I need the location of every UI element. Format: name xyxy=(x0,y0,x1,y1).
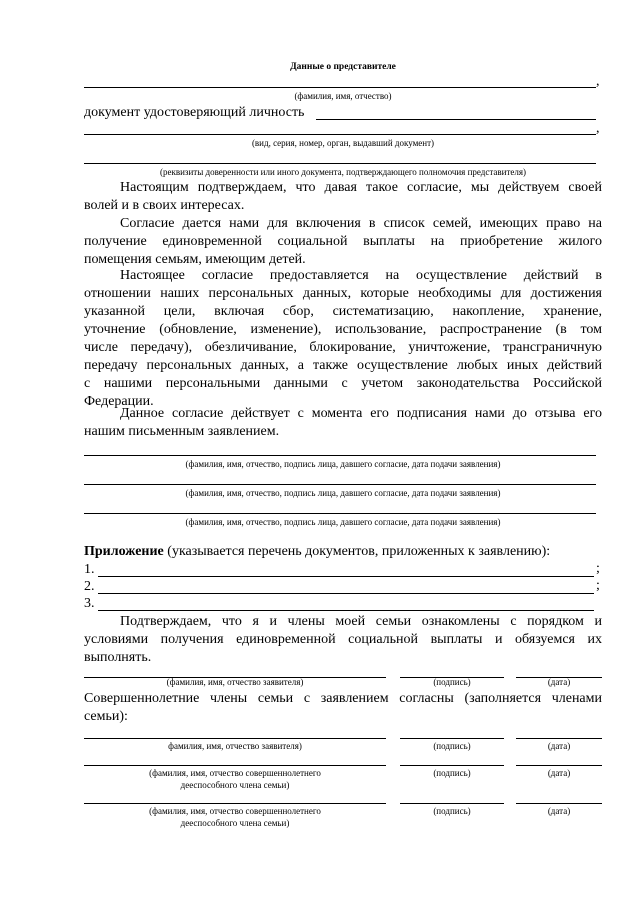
paragraph-line: Данное согласие действует с момента его подписания нами до отзыва его xyxy=(120,406,602,421)
attachment-item-line-1[interactable] xyxy=(98,576,594,577)
member-date-line[interactable] xyxy=(516,765,602,766)
rep-authority-line[interactable] xyxy=(84,163,596,164)
comma: , xyxy=(596,121,600,136)
date-caption: (дата) xyxy=(547,806,571,816)
paragraph-2 xyxy=(84,215,602,269)
member-name-line[interactable] xyxy=(84,803,386,804)
rep-doc-caption: (вид, серия, номер, орган, выдавший документ) xyxy=(251,138,435,148)
rep-doc-label: документ удостоверяющий личность xyxy=(84,105,305,120)
caption-line: дееспособного члена семьи) xyxy=(180,818,290,828)
attachment-item-number: 2. xyxy=(84,579,95,594)
paragraph-line: выполнять. xyxy=(84,650,152,665)
member-signature-line[interactable] xyxy=(400,738,504,739)
semicolon: ; xyxy=(596,578,600,593)
paragraph-line: передачу персональных данных, а также осуществление любых иных действий xyxy=(84,358,602,373)
consent-caption: (фамилия, имя, отчество, подпись лица, давшего согласие, дата подачи заявления) xyxy=(185,459,501,469)
consent-caption: (фамилия, имя, отчество, подпись лица, давшего согласие, дата подачи заявления) xyxy=(185,517,501,527)
attachment-label-bold: Приложение xyxy=(84,544,164,559)
paragraph-line: условиями получения единовременной социальной выплаты и обязуемся их xyxy=(84,632,602,647)
page-title: Данные о представителе xyxy=(290,62,396,72)
signature-caption: (подпись) xyxy=(433,768,471,778)
paragraph-4 xyxy=(84,405,602,441)
rep-fio-caption: (фамилия, имя, отчество) xyxy=(294,91,392,101)
signature-caption: (подпись) xyxy=(433,806,471,816)
attachment-item-line-2[interactable] xyxy=(98,593,594,594)
attachment-label-rest: (указывается перечень документов, приложенных к заявлению): xyxy=(163,544,551,559)
rep-fio-line[interactable] xyxy=(84,87,596,88)
paragraph-line: уточнение (обновление, изменение), использование, распространение (в том xyxy=(84,322,602,337)
paragraph-line: Согласие дается нами для включения в список семей, имеющих право на xyxy=(120,216,602,231)
attachment-item-number: 1. xyxy=(84,562,95,577)
paragraph-line: с нашими персональными данными с учетом законодательства Российской xyxy=(84,376,602,391)
member-name-caption: фамилия, имя, отчество заявителя) xyxy=(168,741,302,751)
attachment-heading xyxy=(84,543,550,561)
member-date-line[interactable] xyxy=(516,738,602,739)
date-caption: (дата) xyxy=(547,768,571,778)
consent-line-2[interactable] xyxy=(84,484,596,485)
paragraph-line: Настоящее согласие предоставляется на осуществление действий в xyxy=(120,268,602,283)
member-name-line[interactable] xyxy=(84,765,386,766)
paragraph-line: волей и в своих интересах. xyxy=(84,198,245,213)
rep-authority-caption: (реквизиты доверенности или иного документа, подтверждающего полномочия представителя) xyxy=(160,167,526,177)
paragraph-line: Федерации. xyxy=(84,394,154,409)
consent-line-3[interactable] xyxy=(84,513,596,514)
paragraph-line: семьи): xyxy=(84,709,128,724)
member-signature-line[interactable] xyxy=(400,765,504,766)
signature-caption: (подпись) xyxy=(433,741,471,751)
paragraph-line: Совершеннолетние члены семьи с заявлением согласны (заполняется членами xyxy=(84,691,602,706)
member-signature-line[interactable] xyxy=(400,803,504,804)
caption-line: (фамилия, имя, отчество совершеннолетнего xyxy=(149,768,321,778)
paragraph-line: указанной цели, включая сбор, систематизацию, накопление, хранение, xyxy=(84,304,602,319)
paragraph-1 xyxy=(84,179,602,215)
date-caption: (дата) xyxy=(547,677,571,687)
rep-doc-line-2[interactable] xyxy=(84,134,596,135)
paragraph-line: Настоящим подтверждаем, что давая такое согласие, мы действуем своей xyxy=(120,180,602,195)
paragraph-line: числе передачу), обезличивание, блокирование, уничтожение, трансграничную xyxy=(84,340,602,355)
attachment-item-line-3[interactable] xyxy=(98,610,594,611)
member-name-caption xyxy=(84,805,386,829)
paragraph-line: Подтверждаем, что я и члены моей семьи ознакомлены с порядком и xyxy=(120,614,602,629)
attachment-item-number: 3. xyxy=(84,596,95,611)
consent-caption: (фамилия, имя, отчество, подпись лица, давшего согласие, дата подачи заявления) xyxy=(185,488,501,498)
consent-line-1[interactable] xyxy=(84,455,596,456)
caption-line: (фамилия, имя, отчество совершеннолетнего xyxy=(149,806,321,816)
semicolon: ; xyxy=(596,561,600,576)
paragraph-line: отношении наших персональных данных, которые необходимы для достижения xyxy=(84,286,602,301)
member-name-caption xyxy=(84,767,386,791)
caption-line: дееспособного члена семьи) xyxy=(180,780,290,790)
paragraph-line: помещения семьям, имеющим детей. xyxy=(84,252,306,267)
rep-doc-line-1[interactable] xyxy=(316,119,596,120)
date-caption: (дата) xyxy=(547,741,571,751)
member-name-line[interactable] xyxy=(84,738,386,739)
paragraph-3 xyxy=(84,267,602,411)
adult-members-statement xyxy=(84,690,602,726)
comma: , xyxy=(596,74,600,89)
paragraph-line: получение единовременной социальной выплаты на приобретение жилого xyxy=(84,234,602,249)
confirm-paragraph xyxy=(84,613,602,667)
member-date-line[interactable] xyxy=(516,803,602,804)
applicant-name-caption: (фамилия, имя, отчество заявителя) xyxy=(166,677,304,687)
signature-caption: (подпись) xyxy=(433,677,471,687)
paragraph-line: нашим письменным заявлением. xyxy=(84,424,280,439)
